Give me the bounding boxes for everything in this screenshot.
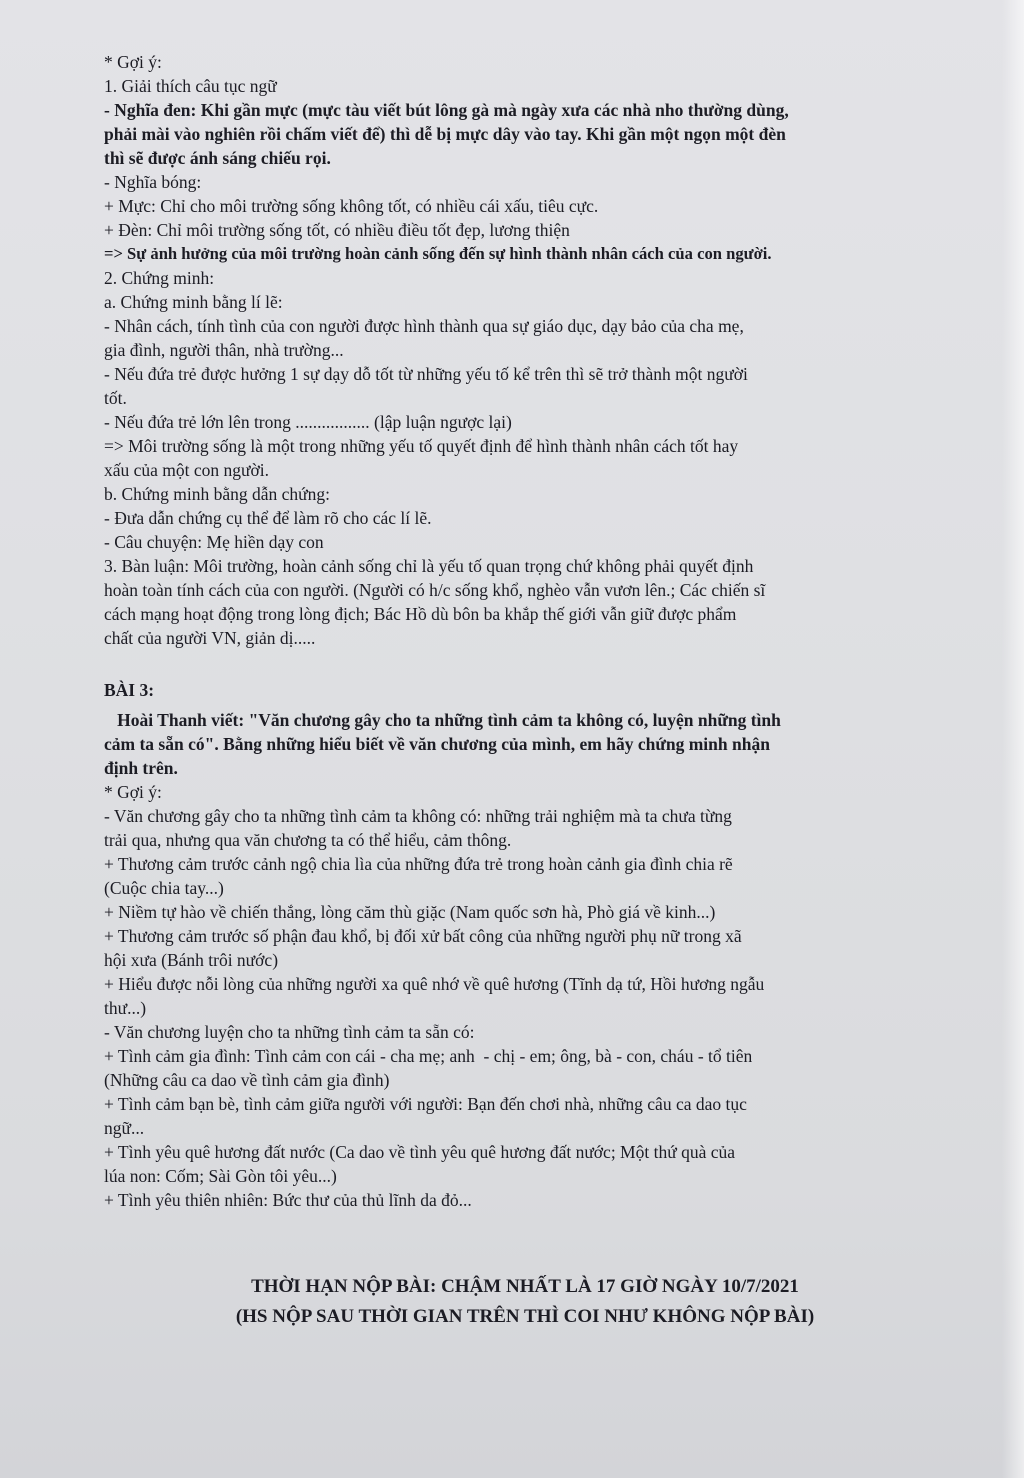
text-line: a. Chứng minh bằng lí lẽ: [104, 292, 283, 312]
text-line: + Đèn: Chỉ môi trường sống tốt, có nhiều điều tốt đẹp, lương thiện [104, 220, 570, 240]
deadline-notice [104, 1272, 946, 1332]
text-line: - Nhân cách, tính tình của con người được hình thành qua sự giáo dục, dạy bảo của cha mẹ, [104, 316, 744, 336]
prompt-line: cảm ta sẵn có". Bằng những hiểu biết về văn chương của mình, em hãy chứng minh nhận [104, 734, 770, 754]
text-line: xấu của một con người. [104, 460, 270, 480]
text-line: + Mực: Chỉ cho môi trường sống không tốt, có nhiều cái xấu, tiêu cực. [104, 196, 599, 216]
text-line: - Nếu đứa trẻ lớn lên trong ................. (lập luận ngược lại) [104, 412, 512, 432]
deadline-line: THỜI HẠN NỘP BÀI: CHẬM NHẤT LÀ 17 GIỜ NGÀY 10/7/2021 [251, 1276, 799, 1297]
text-line: => Sự ảnh hưởng của môi trường hoàn cảnh sống đến sự hình thành nhân cách của con người. [104, 244, 772, 263]
text-line: - Văn chương gây cho ta những tình cảm ta không có: những trải nghiệm mà ta chưa từng [104, 806, 732, 826]
text-line: 2. Chứng minh: [104, 268, 215, 288]
text-line: (Những câu ca dao về tình cảm gia đình) [104, 1070, 390, 1090]
text-line: hội xưa (Bánh trôi nước) [104, 950, 279, 970]
hint-heading: * Gợi ý: [104, 52, 162, 72]
text-line: - Nếu đứa trẻ được hưởng 1 sự dạy dỗ tốt từ những yếu tố kể trên thì sẽ trở thành một người [104, 364, 748, 384]
text-line: + Niềm tự hào về chiến thắng, lòng căm thù giặc (Nam quốc sơn hà, Phò giá về kinh...) [104, 902, 716, 922]
text-line: 1. Giải thích câu tục ngữ [104, 76, 277, 96]
text-line: + Tình cảm gia đình: Tình cảm con cái - cha mẹ; anh - chị - em; ông, bà - con, cháu - tổ tiên [104, 1046, 753, 1066]
text-line: - Nghĩa bóng: [104, 172, 202, 192]
text-line: b. Chứng minh bằng dẫn chứng: [104, 484, 331, 504]
text-line: ngữ... [104, 1118, 145, 1138]
text-line: - Nghĩa đen: Khi gần mực (mực tàu viết bút lông gà mà ngày xưa các nhà nho thường dùng, [104, 100, 789, 120]
prompt-line: định trên. [104, 758, 178, 778]
text-line: gia đình, người thân, nhà trường... [104, 340, 344, 360]
text-line: cách mạng hoạt động trong lòng địch; Bác Hồ dù bôn ba khắp thế giới vẫn giữ được phẩm [104, 604, 737, 624]
text-line: + Tình cảm bạn bè, tình cảm giữa người với người: Bạn đến chơi nhà, những câu ca dao tục [104, 1094, 747, 1114]
text-line: (Cuộc chia tay...) [104, 878, 224, 898]
prompt-line: Hoài Thanh viết: "Văn chương gây cho ta những tình cảm ta không có, luyện những tình [104, 710, 781, 730]
text-line: - Đưa dẫn chứng cụ thể để làm rõ cho các lí lẽ. [104, 508, 432, 528]
hint-section-bai2 [104, 50, 946, 650]
text-line: phải mài vào nghiên rồi chấm viết để) thì dễ bị mực dây vào tay. Khi gần một ngọn một đèn [104, 124, 786, 144]
text-line: + Hiểu được nỗi lòng của những người xa quê nhớ về quê hương (Tĩnh dạ tứ, Hồi hương ngẫu [104, 974, 765, 994]
text-line: => Môi trường sống là một trong những yếu tố quyết định để hình thành nhân cách tốt hay [104, 436, 739, 456]
bai3-section [104, 708, 946, 1212]
text-line: - Câu chuyện: Mẹ hiền dạy con [104, 532, 324, 552]
text-line: - Văn chương luyện cho ta những tình cảm ta sẵn có: [104, 1022, 475, 1042]
text-line: chất của người VN, giản dị..... [104, 628, 316, 648]
text-line: trải qua, nhưng qua văn chương ta có thể hiểu, cảm thông. [104, 830, 512, 850]
text-line: + Thương cảm trước cảnh ngộ chia lìa của những đứa trẻ trong hoàn cảnh gia đình chia rẽ [104, 854, 733, 874]
section-title-text: BÀI 3: [104, 680, 155, 700]
section-title [104, 678, 946, 702]
text-line: + Tình yêu thiên nhiên: Bức thư của thủ lĩnh da đỏ... [104, 1190, 472, 1210]
text-line: thì sẽ được ánh sáng chiếu rọi. [104, 148, 331, 168]
text-line: lúa non: Cốm; Sài Gòn tôi yêu...) [104, 1166, 337, 1186]
text-line: + Tình yêu quê hương đất nước (Ca dao về tình yêu quê hương đất nước; Một thứ quà của [104, 1142, 736, 1162]
text-line: thư...) [104, 998, 147, 1018]
text-line: 3. Bàn luận: Môi trường, hoàn cảnh sống chỉ là yếu tố quan trọng chứ không phải quyết định [104, 556, 754, 576]
text-line: tốt. [104, 388, 127, 408]
hint-heading: * Gợi ý: [104, 782, 162, 802]
text-line: hoàn toàn tính cách của con người. (Người có h/c sống khổ, nghèo vẫn vươn lên.; Các chiến sĩ [104, 580, 766, 600]
deadline-note: (HS NỘP SAU THỜI GIAN TRÊN THÌ COI NHƯ KHÔNG NỘP BÀI) [235, 1306, 815, 1327]
text-line: + Thương cảm trước số phận đau khổ, bị đối xử bất công của những người phụ nữ trong xã [104, 926, 742, 946]
